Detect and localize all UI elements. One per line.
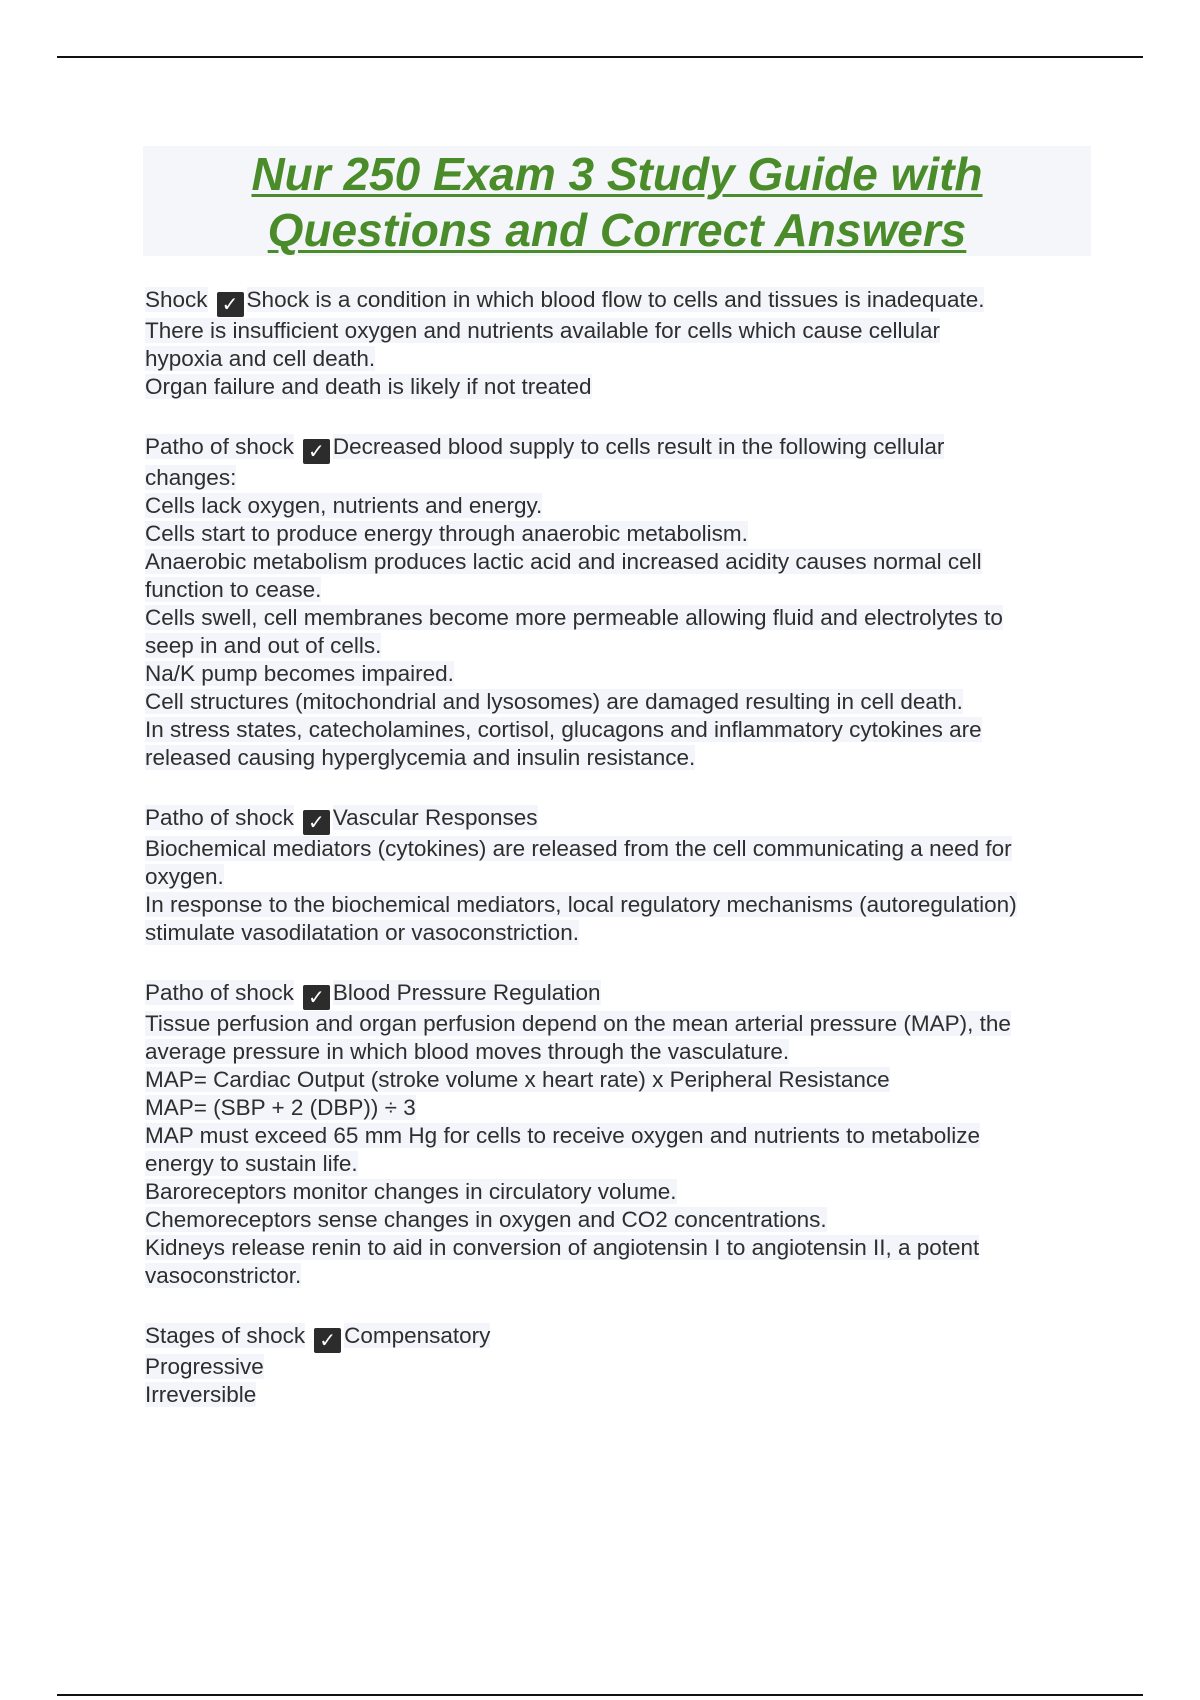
answer-line bbox=[145, 1010, 1095, 1038]
answer-line bbox=[145, 1038, 1095, 1066]
answer-line-text: Anaerobic metabolism produces lactic acid and increased acidity causes normal cell bbox=[145, 549, 982, 574]
answer-line-text: function to cease. bbox=[145, 577, 322, 602]
qa-entry bbox=[145, 1322, 1095, 1409]
answer-line-text: changes: bbox=[145, 465, 237, 490]
answer-line-text: oxygen. bbox=[145, 864, 224, 889]
answer-line bbox=[145, 1206, 1095, 1234]
document-title bbox=[143, 146, 1091, 256]
answer-line bbox=[145, 1353, 1095, 1381]
answer-line-text: Tissue perfusion and organ perfusion depend on the mean arterial pressure (MAP), the bbox=[145, 1011, 1011, 1036]
check-mark-icon: ✓ bbox=[303, 985, 330, 1010]
answer-line-text: In stress states, catecholamines, cortisol, glucagons and inflammatory cytokines are bbox=[145, 717, 982, 742]
answer-line bbox=[145, 1094, 1095, 1122]
bottom-rule bbox=[57, 1694, 1143, 1696]
answer-line-text: hypoxia and cell death. bbox=[145, 346, 376, 371]
answer-line bbox=[145, 576, 1095, 604]
answer-text: Shock is a condition in which blood flow to cells and tissues is inadequate. bbox=[246, 287, 985, 312]
answer-line bbox=[145, 1066, 1095, 1094]
question-line bbox=[145, 804, 1095, 835]
answer-line-text: Cells start to produce energy through anaerobic metabolism. bbox=[145, 521, 748, 546]
answer-line bbox=[145, 744, 1095, 772]
question-term: Patho of shock bbox=[145, 434, 294, 459]
qa-entry bbox=[145, 286, 1095, 401]
answer-line-text: energy to sustain life. bbox=[145, 1151, 358, 1176]
answer-line-text: released causing hyperglycemia and insulin resistance. bbox=[145, 745, 696, 770]
title-line-1: Nur 250 Exam 3 Study Guide with bbox=[251, 148, 983, 200]
answer-line bbox=[145, 716, 1095, 744]
answer-line-text: Na/K pump becomes impaired. bbox=[145, 661, 454, 686]
answer-line bbox=[145, 1381, 1095, 1409]
answer-line bbox=[145, 863, 1095, 891]
question-line bbox=[145, 286, 1095, 317]
question-line bbox=[145, 979, 1095, 1010]
question-term: Shock bbox=[145, 287, 208, 312]
answer-line bbox=[145, 464, 1095, 492]
answer-line bbox=[145, 632, 1095, 660]
answer-line-text: Cell structures (mitochondrial and lysosomes) are damaged resulting in cell death. bbox=[145, 689, 963, 714]
question-term: Patho of shock bbox=[145, 980, 294, 1005]
answer-line bbox=[145, 835, 1095, 863]
check-mark-icon: ✓ bbox=[217, 292, 244, 317]
answer-line-text: In response to the biochemical mediators, local regulatory mechanisms (autoregulation) bbox=[145, 892, 1017, 917]
answer-line bbox=[145, 891, 1095, 919]
answer-line-text: Progressive bbox=[145, 1354, 264, 1379]
answer-line bbox=[145, 1122, 1095, 1150]
answer-line bbox=[145, 660, 1095, 688]
answer-line bbox=[145, 317, 1095, 345]
answer-line-text: vasoconstrictor. bbox=[145, 1263, 302, 1288]
answer-line-text: MAP= (SBP + 2 (DBP)) ÷ 3 bbox=[145, 1095, 416, 1120]
question-line bbox=[145, 433, 1095, 464]
question-term: Stages of shock bbox=[145, 1323, 306, 1348]
answer-text: Decreased blood supply to cells result in the following cellular bbox=[332, 434, 945, 459]
answer-line-text: MAP must exceed 65 mm Hg for cells to receive oxygen and nutrients to metabolize bbox=[145, 1123, 980, 1148]
answer-line bbox=[145, 919, 1095, 947]
answer-line-text: stimulate vasodilatation or vasoconstriction. bbox=[145, 920, 579, 945]
answer-line bbox=[145, 1150, 1095, 1178]
question-term: Patho of shock bbox=[145, 805, 294, 830]
answer-line bbox=[145, 548, 1095, 576]
answer-line-text: There is insufficient oxygen and nutrients available for cells which cause cellular bbox=[145, 318, 941, 343]
check-mark-icon: ✓ bbox=[314, 1328, 341, 1353]
answer-line-text: Organ failure and death is likely if not treated bbox=[145, 374, 592, 399]
answer-line bbox=[145, 688, 1095, 716]
answer-line bbox=[145, 1234, 1095, 1262]
answer-line-text: average pressure in which blood moves through the vasculature. bbox=[145, 1039, 790, 1064]
qa-entry bbox=[145, 804, 1095, 947]
question-line bbox=[145, 1322, 1095, 1353]
answer-line bbox=[145, 373, 1095, 401]
qa-entry bbox=[145, 433, 1095, 772]
answer-line-text: Cells swell, cell membranes become more permeable allowing fluid and electrolytes to bbox=[145, 605, 1003, 630]
answer-line-text: Baroreceptors monitor changes in circulatory volume. bbox=[145, 1179, 677, 1204]
answer-line bbox=[145, 1262, 1095, 1290]
answer-text: Vascular Responses bbox=[332, 805, 538, 830]
title-line-2: Questions and Correct Answers bbox=[267, 204, 967, 256]
answer-line-text: MAP= Cardiac Output (stroke volume x heart rate) x Peripheral Resistance bbox=[145, 1067, 890, 1092]
answer-line bbox=[145, 604, 1095, 632]
answer-text: Blood Pressure Regulation bbox=[332, 980, 601, 1005]
answer-line bbox=[145, 492, 1095, 520]
qa-entry bbox=[145, 979, 1095, 1290]
top-rule bbox=[57, 56, 1143, 58]
study-guide-body bbox=[145, 286, 1095, 1441]
answer-line bbox=[145, 520, 1095, 548]
answer-line-text: Kidneys release renin to aid in conversion of angiotensin I to angiotensin II, a potent bbox=[145, 1235, 980, 1260]
answer-text: Compensatory bbox=[344, 1323, 491, 1348]
answer-line-text: Irreversible bbox=[145, 1382, 257, 1407]
answer-line-text: seep in and out of cells. bbox=[145, 633, 382, 658]
check-mark-icon: ✓ bbox=[303, 439, 330, 464]
answer-line bbox=[145, 1178, 1095, 1206]
check-mark-icon: ✓ bbox=[303, 810, 330, 835]
answer-line-text: Chemoreceptors sense changes in oxygen and CO2 concentrations. bbox=[145, 1207, 827, 1232]
answer-line-text: Cells lack oxygen, nutrients and energy. bbox=[145, 493, 543, 518]
answer-line-text: Biochemical mediators (cytokines) are released from the cell communicating a need for bbox=[145, 836, 1012, 861]
answer-line bbox=[145, 345, 1095, 373]
